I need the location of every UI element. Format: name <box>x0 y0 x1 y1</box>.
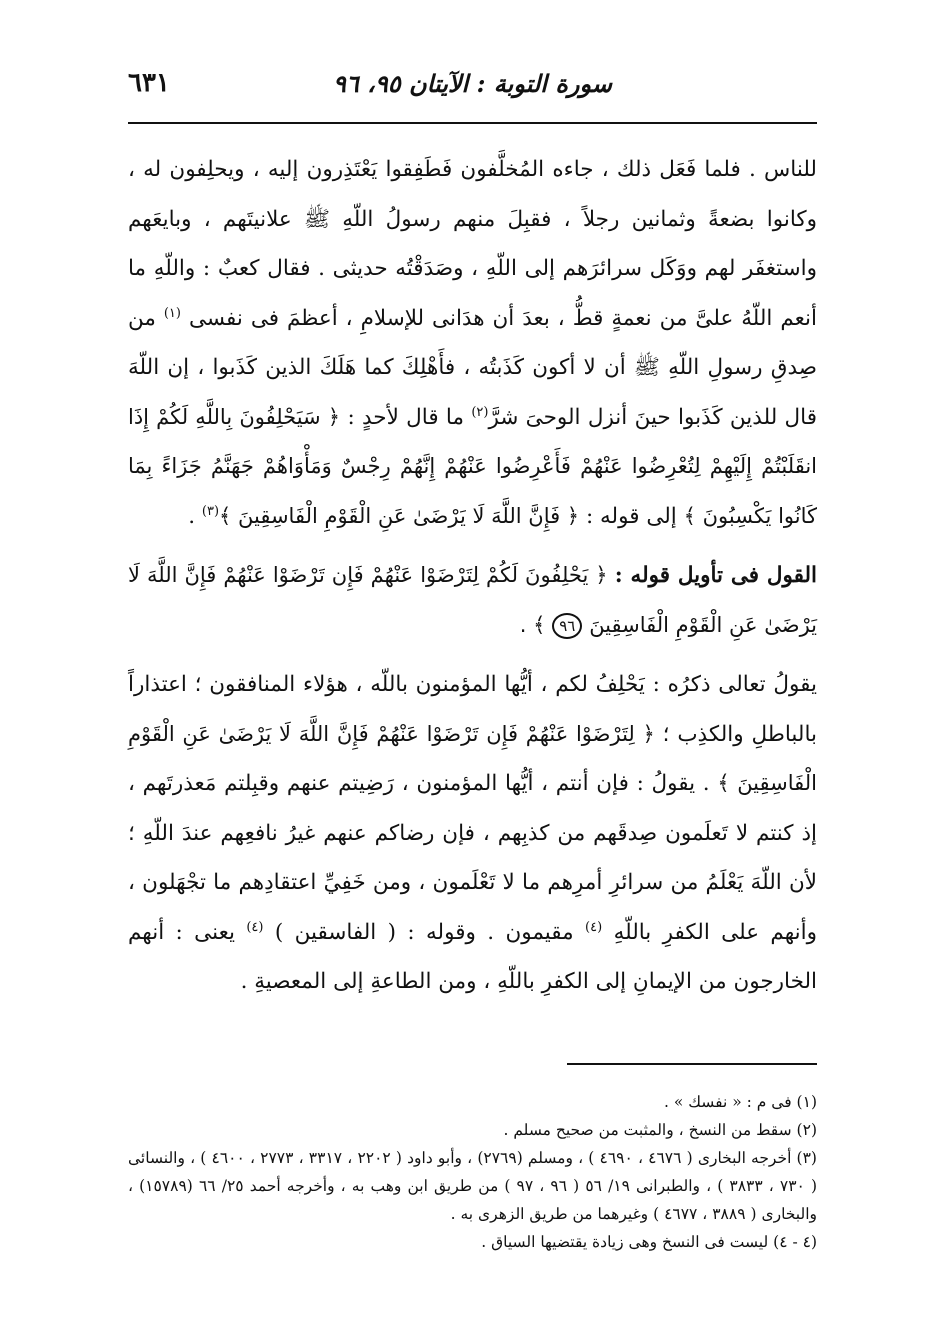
footnote-ref-2: (٢) <box>471 404 489 420</box>
text-run: ما قال لأحدٍ : <box>347 404 464 430</box>
section-heading: القول فى تأويل قوله : <box>614 563 817 588</box>
footnotes <box>128 1088 817 1256</box>
text-run: من صِدقِ رسولِ اللّهِ ﷺ أن لا أكون كَذَبتُه ، فأَهْلِكَ كما هَلَكَ الذين كَذَبوا ، إن اللّهَ قال للذين كَذَبوا حينَ أنزل الوحىَ شرَّ <box>128 305 818 430</box>
footnote-rule <box>567 1063 817 1065</box>
quran-verse: ﴿ يَحْلِفُونَ لَكُمْ لِتَرْضَوْا عَنْهُمْ فَإِن تَرْضَوْا عَنْهُمْ فَإِنَّ اللَّهَ لَا يَرْضَىٰ عَنِ الْقَوْمِ الْفَاسِقِينَ <box>128 563 817 637</box>
paragraph-1 <box>128 145 817 541</box>
text-run: إلى قوله : <box>585 503 677 529</box>
text-run: يعنى : أنهم الخارجون من الإيمانِ إلى الكفرِ باللّهِ ، ومن الطاعةِ إلى المعصيةِ . <box>128 919 817 994</box>
footnote-4: (٤ - ٤) ليست فى النسخ وهى زيادة يقتضيها السياق . <box>481 1233 817 1251</box>
text-run: . يقولُ : فإن أنتم ، أيُّها المؤمنون ، رَضِيتم عنهم وقبِلتم مَعذرتَهم ، إذ كنتم لا تَعلَمون صِدقَهم من كذبِهم ، فإن رضاكم عنهم غيرُ نافعِهم عندَ اللّهِ ؛ لأن اللّهَ يَعْلَمُ من سرائرِ أمرِهم ما لا تَعْلَمون ، ومن خَفِيِّ اعتقادِهم ما تجْهَلون ، وأنهم على الكفرِ باللّهِ <box>128 771 817 945</box>
footnote-ref-1: (١) <box>163 305 181 321</box>
text-run: يقولُ تعالى ذكرُه : يَحْلِفُ لكم ، أيُّها المؤمنون باللّه ، هؤلاء المنافقون ؛ اعتذاراً بالباطلِ والكذِب ؛ <box>128 672 817 747</box>
quran-close: ﴾ . <box>519 612 546 637</box>
quran-verse: ﴿ فَإِنَّ اللَّهَ لَا يَرْضَىٰ عَنِ الْقَوْمِ الْفَاسِقِينَ ﴾ <box>219 503 580 528</box>
page-header <box>128 58 817 108</box>
footnote-2: (٢) سقط من النسخ ، والمثبت من صحيح مسلم . <box>503 1121 817 1139</box>
text-run: مقيمون . وقوله : ( الفاسقين ) <box>274 919 574 945</box>
ayah-number-marker: ٩٦ <box>552 613 582 639</box>
paragraph-2 <box>128 551 817 650</box>
running-title: سورة التوبة : الآيتان ٩٥، ٩٦ <box>332 68 612 98</box>
quran-verse: ﴿ سَيَحْلِفُونَ بِاللَّهِ لَكُمْ إِذَا انقَلَبْتُمْ إِلَيْهِمْ لِتُعْرِضُوا عَنْهُمْ فَأَعْرِضُوا عَنْهُمْ إِنَّهُمْ رِجْسٌ وَمَأْوَاهُمْ جَهَنَّمُ جَزَاءً بِمَا كَانُوا يَكْسِبُونَ ﴾ <box>128 404 817 528</box>
paragraph-gap <box>128 650 817 660</box>
text-run: للناس . فلما فَعَل ذلك ، جاءه المُخلَّفون فَطَفِقوا يَعْتَذِرون إليه ، ويحلِفون له ، وكانوا بضعةً وثمانين رجلاً ، فقبِلَ منهم رسولُ اللّهِ ﷺ علانيتَهم ، وبايعَهم واستغفَر لهم ووَكَل سرائرَهم إلى اللّهِ ، وصَدَقْتُه حديثى . فقال كعبٌ : واللّهِ ما أنعم اللّهُ علىَّ من نعمةٍ قطُّ ، بعدَ أن هدَانى للإسلامِ ، أعظمَ فى نفسى <box>128 157 817 331</box>
footnote-ref-4b: (٤) <box>246 919 264 935</box>
footnote-ref-4a: (٤) <box>585 919 603 935</box>
footnote-3: (٣) أخرجه البخارى ( ٤٦٧٦ ، ٤٦٩٠ ) ، ومسلم (٢٧٦٩) ، وأبو داود ( ٢٢٠٢ ، ٣٣١٧ ، ٢٧٧٣ ، ٤٦٠٠ ) ، والنسائى ( ٧٣٠ ، ٣٨٣٣ ) ، والطبرانى ١٩/ ٥٦ ( ٩٦ ، ٩٧ ) من طريق ابن وهب به ، وأخرجه أحمد ٢٥/ ٦٦ (١٥٧٨٩) ، والبخارى ( ٣٨٨٩ ، ٤٦٧٧ ) وغيرهما من طريق الزهرى به . <box>128 1149 818 1223</box>
main-text <box>128 145 817 1007</box>
paragraph-3 <box>128 660 817 1007</box>
quran-verse: ﴿ لِتَرْضَوْا عَنْهُمْ فَإِن تَرْضَوْا عَنْهُمْ فَإِنَّ اللَّهَ لَا يَرْضَىٰ عَنِ الْقَوْمِ الْفَاسِقِينَ ﴾ <box>128 721 817 795</box>
header-rule <box>128 122 817 124</box>
footnote-1: (١) فى م : « نفسك » . <box>663 1093 817 1111</box>
footnote-ref-3: (٣) <box>201 503 220 519</box>
text-run: . <box>188 503 196 529</box>
page-number: ٦٣١ <box>128 68 170 98</box>
paragraph-gap <box>128 541 817 551</box>
